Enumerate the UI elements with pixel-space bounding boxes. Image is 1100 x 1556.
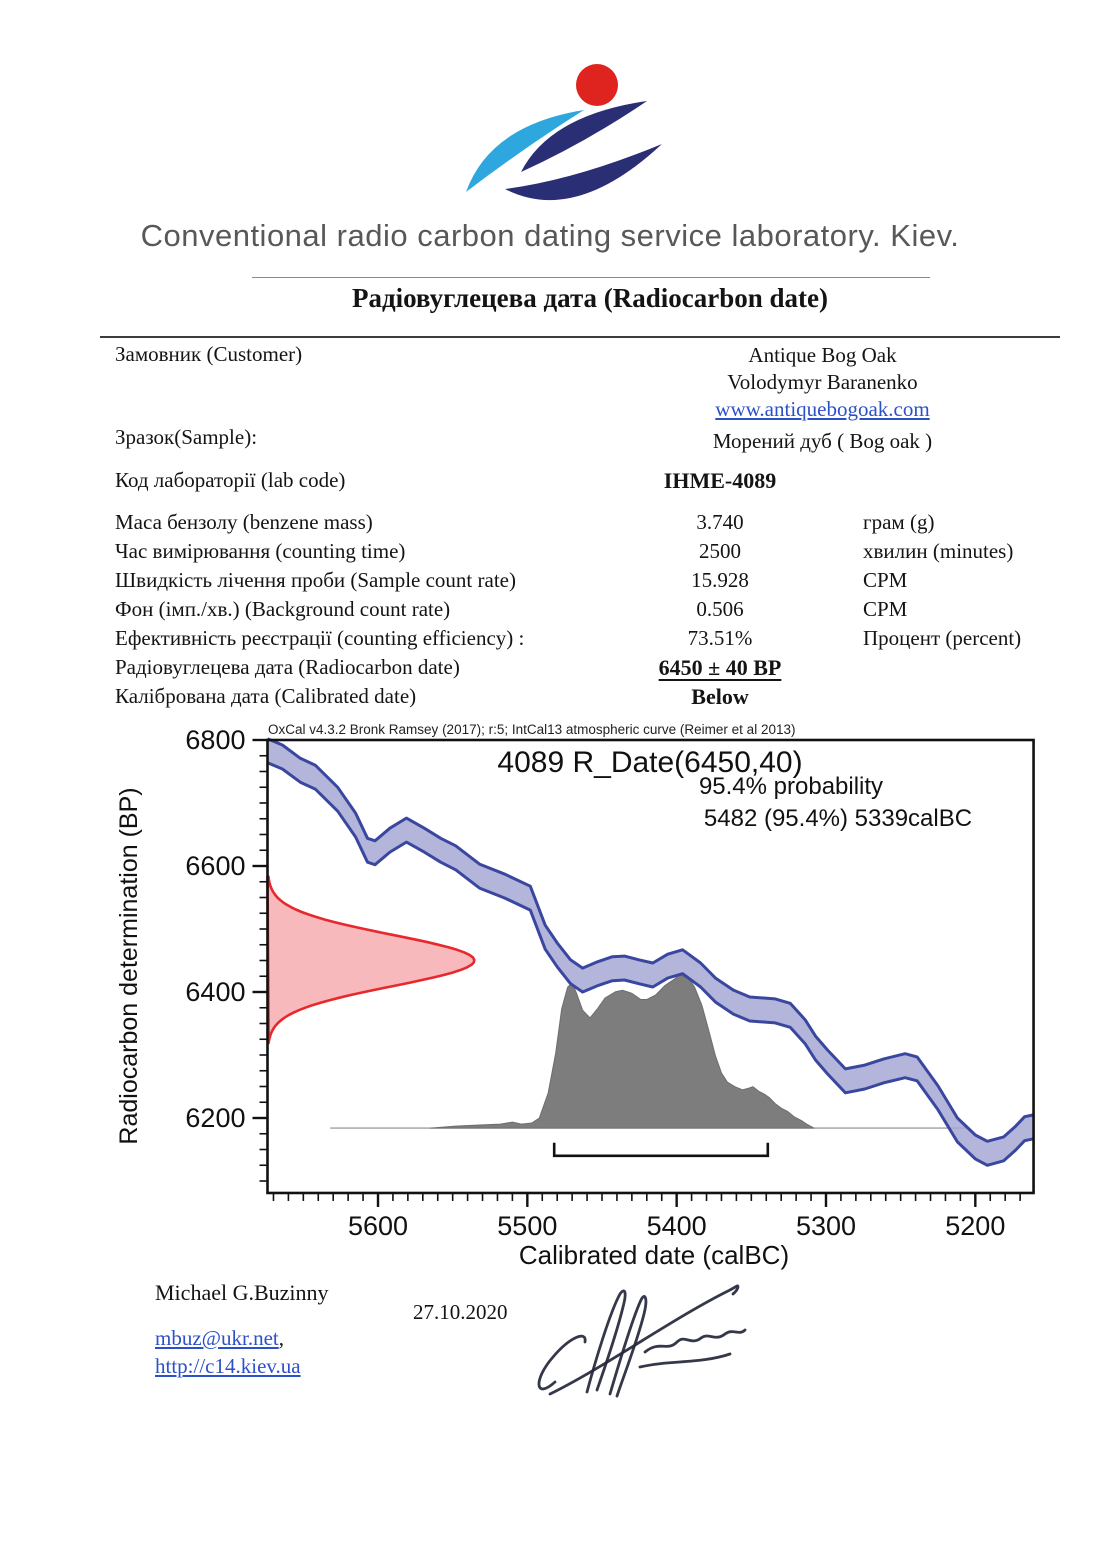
website-line [155, 1354, 301, 1379]
svg-text:6400: 6400 [185, 977, 246, 1007]
field-label: Код лабораторії (lab code) [115, 468, 346, 492]
field-value: 73.51% [687, 626, 753, 650]
customer-website-link[interactable]: www.antiquebogoak.com [715, 397, 930, 421]
field-value: IHME-4089 [663, 468, 777, 493]
customer-name: Antique Bog Oak [748, 343, 897, 367]
field-value: 3.740 [696, 510, 744, 534]
report-date: 27.10.2020 [413, 1300, 508, 1324]
header-divider [252, 277, 930, 278]
lab-logo-graphic [440, 55, 700, 220]
probability-annotation: 95.4% probability [698, 773, 884, 800]
field-value: 0.506 [696, 597, 744, 621]
field-label: Фон (імп./хв.) (Background count rate) [115, 597, 451, 621]
calibration-chart [0, 718, 1100, 1270]
svg-text:5200: 5200 [945, 1210, 1006, 1241]
customer-label: Замовник (Customer) [115, 342, 303, 366]
website-link[interactable]: http://c14.kiev.ua [155, 1354, 301, 1378]
lab-logo [440, 55, 700, 220]
field-unit: хвилин (minutes) [863, 539, 1014, 563]
document-title: Радіовуглецева дата (Radiocarbon date) [351, 283, 829, 313]
range-annotation: 5482 (95.4%) 5339calBC [703, 805, 973, 832]
svg-text:6600: 6600 [185, 851, 246, 881]
field-label: Радіовуглецева дата (Radiocarbon date) [115, 655, 460, 679]
table-top-rule [100, 336, 1060, 338]
field-unit: CPM [863, 568, 908, 592]
email-link[interactable]: mbuz@ukr.net [155, 1326, 279, 1350]
sample-label: Зразок(Sample): [115, 425, 258, 449]
likelihood-distribution [268, 877, 475, 1043]
svg-text:5300: 5300 [795, 1210, 857, 1241]
svg-text:5600: 5600 [347, 1210, 409, 1241]
field-unit: грам (g) [863, 510, 935, 534]
customer-value [640, 342, 1005, 423]
field-label: Калібрована дата (Calibrated date) [115, 684, 417, 708]
field-label: Швидкість лічення проби (Sample count rate) [115, 568, 516, 592]
svg-text:6800: 6800 [185, 725, 246, 755]
field-label: Маса бензолу (benzene mass) [115, 510, 373, 534]
logo-swoosh-navy-lower [505, 144, 662, 200]
calibration-chart-svg [0, 718, 1100, 1270]
customer-contact: Volodymyr Baranenko [727, 370, 918, 394]
field-unit: Процент (percent) [863, 626, 1022, 650]
svg-text:5500: 5500 [497, 1210, 558, 1241]
x-axis-title: Calibrated date (calBC) [518, 1240, 790, 1270]
svg-text:5400: 5400 [646, 1210, 707, 1241]
field-label: Час вимірювання (counting time) [115, 539, 406, 563]
field-value: Below [691, 684, 749, 709]
svg-text:6200: 6200 [185, 1103, 246, 1133]
org-title: Conventional radio carbon dating service laboratory. Kiev. [140, 218, 960, 253]
field-value: 15.928 [691, 568, 749, 592]
field-value: 6450 ± 40 BP [658, 655, 782, 680]
field-label: Ефективність реєстрації (counting efficiency) : [115, 626, 525, 650]
y-axis-title: Radiocarbon determination (BP) [115, 787, 143, 1145]
probability-range-bracket [554, 1143, 768, 1156]
sample-value: Морений дуб ( Bog oak ) [712, 429, 933, 453]
chart-title: 4089 R_Date(6450,40) [497, 746, 803, 779]
signatory-name: Michael G.Buzinny [155, 1280, 329, 1305]
logo-red-dot [576, 64, 618, 106]
email-comma: , [278, 1326, 284, 1350]
field-unit: CPM [863, 597, 908, 621]
field-value: 2500 [699, 539, 741, 563]
signature-graphic [525, 1272, 775, 1412]
signature [525, 1272, 775, 1412]
email-line [155, 1326, 284, 1351]
oxcal-attribution: OxCal v4.3.2 Bronk Ramsey (2017); r:5; IntCal13 atmospheric curve (Reimer et al 2013) [268, 722, 796, 737]
